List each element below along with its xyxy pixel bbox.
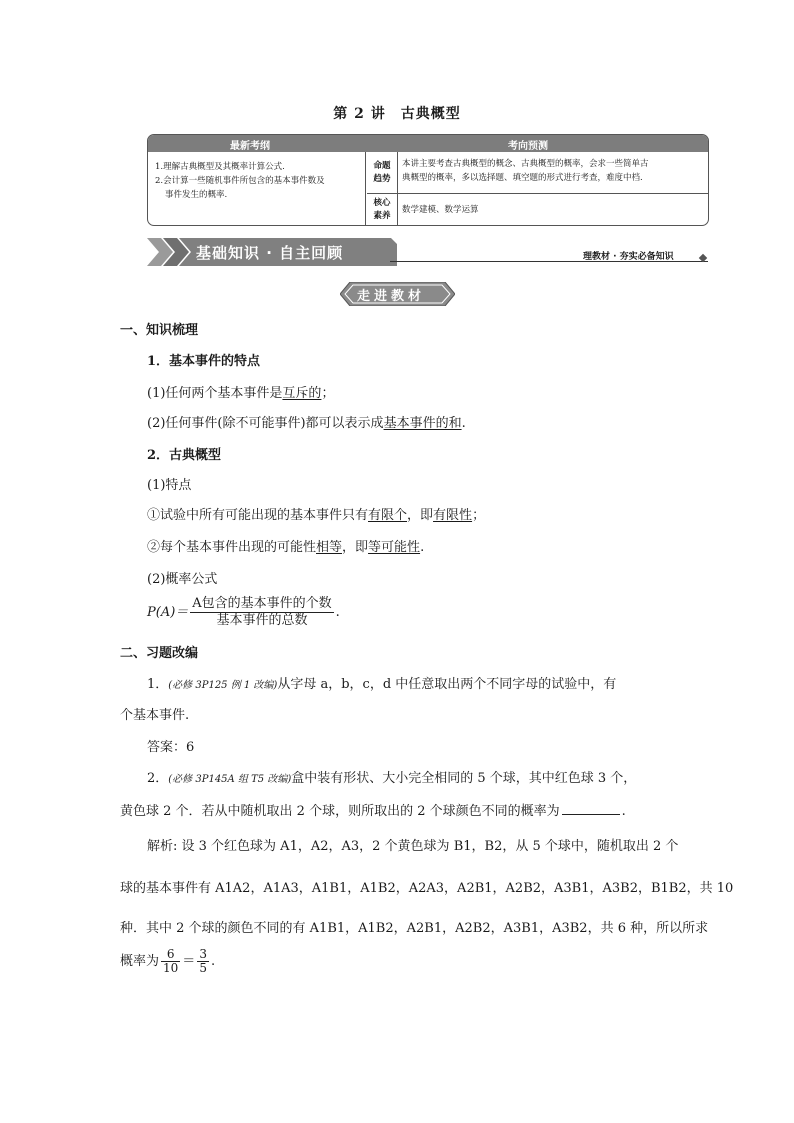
syllabus-item-1: 1.理解古典概型及其概率计算公式. — [155, 162, 285, 172]
solution-equals: ＝ — [182, 954, 196, 969]
formula-lhs: P(A)＝ — [147, 605, 189, 620]
fraction-2-numerator: 3 — [199, 947, 207, 961]
feature-1-answer-a: 有限个 — [368, 508, 408, 523]
point-2-text: (2)任何事件(除不可能事件)都可以表示成 — [147, 416, 384, 431]
trend-text-line1: 本讲主要考查古典概型的概念、古典概型的概率，会求一些简单古 — [402, 159, 649, 169]
solution-line-3: 种．其中 2 个球的颜色不同的有 A1B1，A1B2，A2B1，A2B2，A3B1，A3B2，共 6 种，所以所求 — [120, 921, 709, 936]
point-2 — [147, 415, 466, 433]
solution-line-2: 球的基本事件有 A1A2，A1A3，A1B1，A1B2，A2A3，A2B1，A2B2，A3B1，A3B2，B1B2，共 10 — [120, 881, 734, 896]
heading-classical: 2．古典概型 — [147, 448, 222, 463]
point-1-answer: 互斥的 — [282, 386, 322, 401]
question-1 — [147, 676, 616, 695]
point-2-end: . — [461, 416, 466, 431]
feature-2-answer-a: 相等 — [316, 540, 343, 555]
answer-blank — [562, 802, 620, 815]
heading-formula: (2)概率公式 — [147, 572, 218, 587]
question-2-cont — [120, 802, 626, 821]
question-1-cont: 个基本事件. — [120, 708, 190, 723]
solution-line-1: 解析: 设 3 个红色球为 A1，A2，A3，2 个黄色球为 B1，B2，从 5 个球中，随机取出 2 个 — [147, 839, 679, 854]
fraction-1-denominator: 10 — [163, 961, 179, 975]
question-1-number: 1． — [147, 677, 169, 692]
feature-2-text: ②每个基本事件出现的可能性 — [147, 540, 317, 555]
point-2-answer: 基本事件的和 — [383, 416, 462, 431]
feature-2 — [147, 539, 424, 557]
point-1 — [147, 385, 334, 403]
feature-1 — [147, 507, 485, 525]
feature-1-text: ①试验中所有可能出现的基本事件只有 — [147, 508, 369, 523]
feature-2-answer-b: 等可能性 — [368, 540, 421, 555]
solution-end: . — [210, 954, 216, 969]
section-banner-title: 基础知识 · 自主回顾 — [196, 244, 344, 262]
syllabus-item-2-cont: 事件发生的概率. — [165, 190, 228, 200]
question-2-text: 盒中装有形状、大小完全相同的 5 个球，其中红色球 3 个， — [291, 771, 637, 786]
literacy-row — [367, 194, 708, 225]
fraction-1-numerator: 6 — [161, 948, 180, 962]
solution-line-4 — [120, 948, 215, 975]
question-2-number: 2． — [147, 771, 169, 786]
trend-row — [367, 152, 708, 194]
solution-prefix: 概率为 — [120, 954, 160, 969]
formula-end: . — [335, 605, 340, 620]
feature-1-answer-b: 有限性 — [433, 508, 473, 523]
heading-basic-event: 1．基本事件的特点 — [147, 354, 261, 369]
formula-fraction — [190, 596, 333, 629]
feature-2-end: . — [420, 540, 425, 555]
feature-2-mid: ，即 — [342, 540, 369, 555]
section-banner-subtitle: 理教材 · 夯实必备知识 — [583, 252, 674, 262]
question-2-end: . — [621, 804, 626, 819]
probability-formula — [147, 596, 340, 629]
header-trend-forecast: 考向预测 — [508, 141, 548, 152]
trend-label — [367, 152, 398, 193]
lesson-title: 第 2 讲 古典概型 — [333, 106, 461, 122]
question-1-answer: 答案：6 — [147, 740, 195, 755]
subsection-banner-title: 走进教材 — [357, 289, 426, 304]
question-2-source: (必修 3P145A 组 T5 改编) — [168, 774, 292, 785]
formula-numerator: A包含的基本事件的个数 — [192, 596, 332, 611]
trend-label-line1: 命题 — [373, 160, 391, 171]
syllabus-table — [147, 134, 709, 226]
solution-fraction-1 — [161, 948, 180, 975]
syllabus-left-cell — [148, 152, 366, 225]
point-1-text: (1)任何两个基本事件是 — [147, 386, 283, 401]
solution-fraction-2 — [197, 948, 209, 975]
literacy-label-line2: 素养 — [373, 210, 391, 221]
trend-text-line2: 典概型的概率，多以选择题、填空题的形式进行考查，难度中档. — [402, 173, 643, 183]
literacy-label-line1: 核心 — [373, 197, 391, 208]
question-1-text: 从字母 a，b，c，d 中任意取出两个不同字母的试验中，有 — [277, 677, 617, 692]
question-2 — [147, 770, 636, 789]
syllabus-header — [148, 135, 708, 152]
formula-denominator: 基本事件的总数 — [216, 613, 308, 628]
feature-1-mid: ，即 — [407, 508, 434, 523]
section-exercises: 二、习题改编 — [120, 646, 199, 661]
literacy-text: 数学建模、数学运算 — [402, 205, 479, 215]
heading-features: (1)特点 — [147, 478, 192, 493]
trend-text — [402, 157, 703, 185]
header-latest-syllabus: 最新考纲 — [230, 141, 270, 152]
section-knowledge: 一、知识梳理 — [120, 323, 199, 338]
fraction-2-denominator: 5 — [199, 961, 207, 975]
literacy-label — [367, 194, 398, 225]
point-1-end: ； — [321, 386, 335, 401]
feature-1-end: ； — [472, 508, 486, 523]
trend-label-line2: 趋势 — [373, 173, 391, 184]
question-1-source: (必修 3P125 例 1 改编) — [168, 680, 278, 691]
question-2-text2: 黄色球 2 个．若从中随机取出 2 个球，则所取出的 2 个球颜色不同的概率为 — [120, 804, 560, 819]
syllabus-item-2: 2.会计算一些随机事件所包含的基本事件数及 — [155, 176, 325, 186]
